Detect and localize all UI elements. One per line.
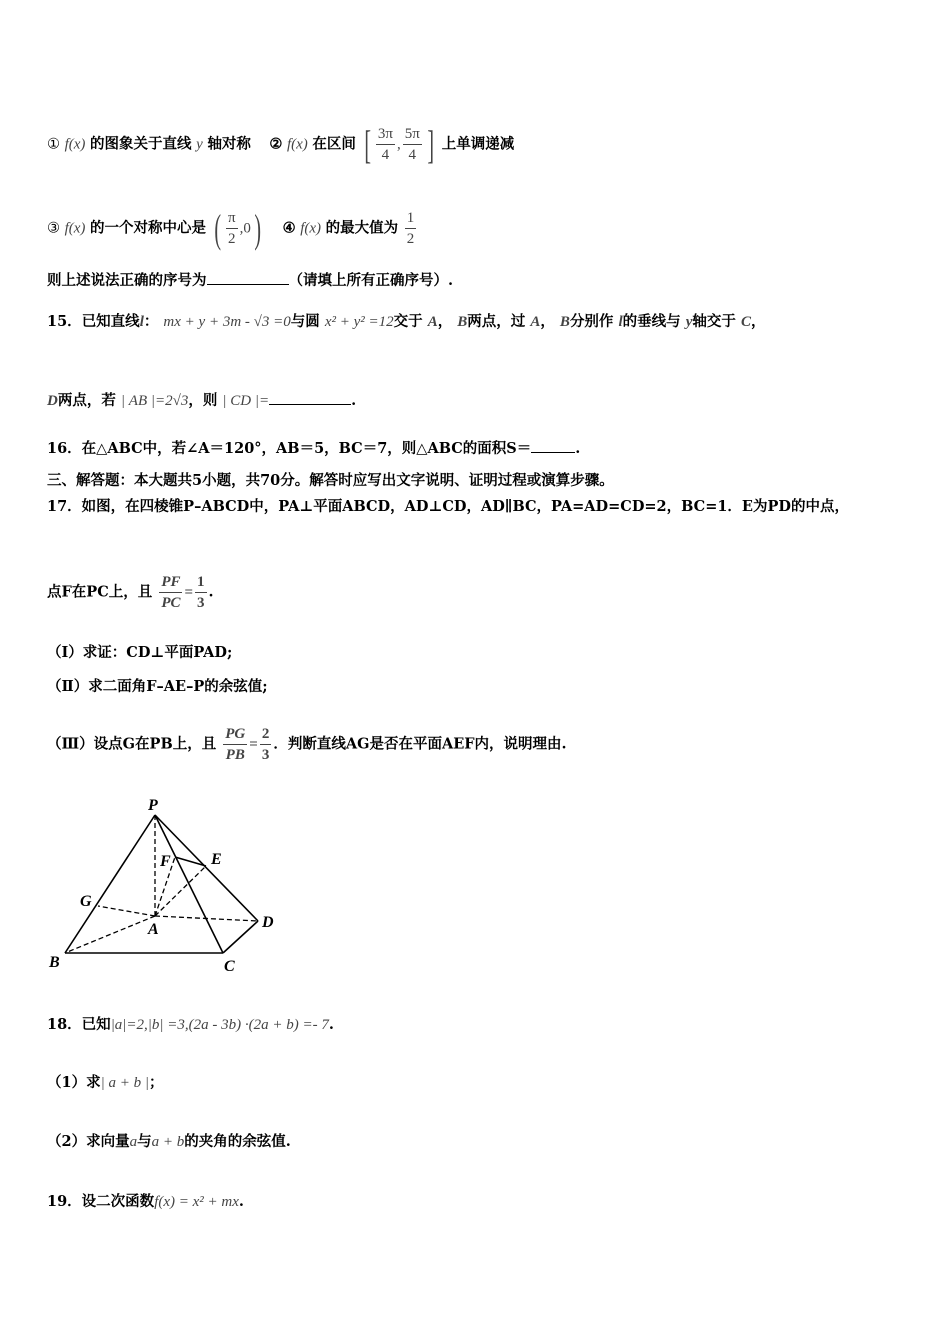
den: 3	[197, 595, 205, 611]
p2c: 的夹角的余弦值.	[184, 1133, 291, 1150]
C: C	[740, 314, 751, 330]
q18-expression: |a|=2,|b| =3,(2a - 3b) ·(2a + b) =- 7	[110, 1017, 329, 1033]
num: 1	[195, 572, 207, 593]
section-3-header: 三、解答题：本大题共5小题，共70分。解答时应写出文字说明、证明过程或演算步骤。	[47, 472, 614, 489]
equals: =	[249, 736, 258, 753]
fraction-pf-pc	[159, 572, 182, 613]
num: π	[226, 208, 238, 229]
left-bracket: [	[363, 121, 371, 167]
label-a: A	[148, 921, 159, 938]
fx: f(x)	[286, 136, 308, 153]
t5: ，	[437, 313, 453, 330]
fraction-pg-pb	[223, 724, 247, 765]
q15-line1	[47, 312, 765, 332]
t3: 与圆	[290, 313, 320, 330]
fx: f(x)	[64, 220, 86, 237]
p3a: （Ⅲ）设点G在PB上，且	[47, 735, 217, 753]
conclusion-text2: （请填上所有正确序号）.	[288, 272, 454, 289]
circled-3: ③	[47, 220, 60, 237]
conclusion-text: 则上述说法正确的序号为	[47, 272, 207, 289]
t7: ，	[540, 313, 555, 330]
t1: 点F在PC上，且	[47, 583, 153, 601]
fraction-2-3	[260, 724, 272, 765]
q19-end: .	[238, 1193, 244, 1210]
segment-ae	[155, 866, 206, 916]
t12: 两点，若	[57, 392, 116, 409]
q15-line2	[47, 390, 356, 411]
q18-label: 18．已知	[47, 1016, 111, 1033]
q14-statement-1-2	[47, 121, 515, 167]
p1-expression: | a + b |	[100, 1075, 149, 1091]
s1-text2: 轴对称	[207, 135, 251, 153]
circled-4: ④	[282, 219, 296, 237]
den: 2	[406, 231, 415, 247]
answer-blank[interactable]	[531, 438, 575, 453]
t13: ，则	[188, 392, 218, 409]
fx: f(x)	[300, 220, 322, 237]
q19-expression: f(x) = x² + mx	[154, 1194, 239, 1210]
A: A	[427, 314, 438, 330]
t10: 轴交于	[692, 313, 736, 330]
q17-part-1: （Ⅰ）求证：CD⊥平面PAD;	[47, 644, 233, 661]
q16	[47, 438, 580, 459]
t8: 分别作	[569, 313, 614, 330]
den: 3	[261, 747, 270, 763]
edge-pb	[65, 815, 155, 953]
p2b: 与	[137, 1133, 152, 1150]
y-var: y	[196, 136, 203, 153]
t9: 的垂线与	[622, 313, 681, 330]
vector-a: a	[129, 1134, 138, 1150]
fraction-3pi-4	[376, 124, 395, 165]
label-d: D	[262, 914, 274, 931]
t4: 交于	[393, 313, 423, 330]
segment-ag	[98, 906, 155, 916]
q16-text: 16．在△ABC中，若∠A＝120°，AB＝5，BC＝7，则△ABC的面积S＝	[47, 440, 532, 457]
label-p: P	[148, 797, 158, 814]
label-g: G	[80, 893, 92, 910]
num: 1	[405, 208, 417, 229]
l-var: l	[139, 314, 144, 330]
circled-2: ②	[269, 135, 283, 153]
t2: ：	[143, 313, 159, 330]
s4-text: 的最大值为	[325, 219, 399, 237]
cd-length: | CD |=	[222, 393, 270, 409]
fx: f(x)	[64, 136, 86, 153]
s1-text: 的图象关于直线	[90, 135, 192, 153]
edge-cd	[223, 921, 258, 953]
p3b: ．判断直线AG是否在平面AEF内，说明理由.	[273, 735, 567, 753]
q19-label: 19．设二次函数	[47, 1193, 155, 1210]
zero: ,0	[239, 220, 251, 237]
num: 3π	[376, 124, 395, 145]
label-f: F	[160, 853, 171, 870]
right-paren: )	[254, 205, 261, 251]
den: 2	[228, 231, 236, 247]
s3-text: 的一个对称中心是	[90, 219, 207, 237]
dot: .	[208, 583, 214, 601]
q15-label: 15．	[47, 313, 82, 330]
pyramid-figure	[40, 790, 290, 980]
line-equation: mx + y + 3m - √3 =0	[163, 314, 291, 330]
p2a: （2）求向量	[47, 1133, 130, 1150]
num: 2	[260, 724, 272, 745]
right-bracket: ]	[427, 121, 434, 167]
circle-equation: x² + y² =12	[324, 314, 394, 330]
num: PF	[159, 572, 182, 593]
fraction-1-3	[195, 572, 207, 613]
l-var: l	[618, 314, 623, 330]
q16-end: .	[575, 440, 581, 457]
q18-part-2	[47, 1132, 291, 1152]
A: A	[530, 314, 541, 330]
den: PB	[225, 747, 245, 763]
den: 4	[381, 147, 390, 163]
vector-a-plus-b: a + b	[151, 1134, 185, 1150]
t6: 两点，过	[467, 313, 526, 330]
y-var: y	[685, 314, 693, 330]
circled-1: ①	[47, 136, 60, 153]
ab-length: | AB |=2√3	[120, 393, 189, 409]
q18-part-1	[47, 1073, 163, 1093]
comma: ,	[396, 136, 401, 153]
fraction-5pi-4	[403, 124, 422, 165]
D: D	[47, 393, 58, 409]
s2-text2: 上单调递减	[441, 135, 515, 153]
q17-line2	[47, 572, 214, 613]
num: PG	[223, 724, 247, 745]
answer-blank[interactable]	[207, 270, 289, 285]
answer-blank[interactable]	[269, 390, 351, 405]
q14-conclusion	[47, 270, 453, 291]
fraction-pi-2	[226, 208, 238, 249]
den: PC	[161, 595, 181, 611]
t14: .	[351, 392, 357, 409]
p1a: （1）求	[47, 1074, 101, 1091]
label-b: B	[49, 954, 60, 971]
q18-stem	[47, 1015, 334, 1035]
t11: ，	[750, 313, 766, 330]
equals: =	[184, 584, 194, 601]
num: 5π	[403, 124, 422, 145]
label-c: C	[224, 958, 235, 975]
q18-end: .	[328, 1016, 334, 1033]
q17-part-2: （Ⅱ）求二面角F–AE–P的余弦值;	[47, 678, 268, 695]
s2-text: 在区间	[312, 135, 356, 153]
q17-line1: 17．如图，在四棱锥P–ABCD中，PA⊥平面ABCD，AD⊥CD，AD∥BC，PA=AD=CD=2，BC=1．E为PD的中点，	[47, 498, 849, 515]
den: 4	[408, 147, 416, 163]
left-paren: (	[213, 205, 221, 251]
q17-part-3	[47, 724, 567, 765]
label-e: E	[211, 851, 222, 868]
B: B	[559, 314, 570, 330]
p1b: ；	[148, 1074, 164, 1091]
B: B	[457, 314, 468, 330]
edge-ab	[65, 916, 155, 953]
t1: 已知直线	[81, 313, 140, 330]
fraction-1-2	[405, 208, 417, 249]
q19	[47, 1192, 244, 1212]
q14-statement-3-4	[47, 205, 418, 251]
